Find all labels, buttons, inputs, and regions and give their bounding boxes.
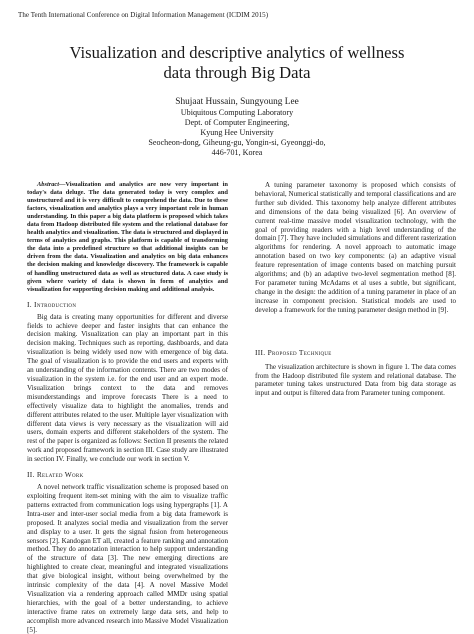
section-heading-proposed-technique: III. Proposed Technique	[255, 347, 332, 357]
affiliation-lab: Ubiquitous Computing Laboratory	[180, 108, 294, 117]
abstract-label: Abstract	[37, 181, 60, 188]
author-block	[20, 97, 454, 158]
conference-header: The Tenth International Conference on Digital Information Management (ICDIM 2015)	[18, 11, 269, 19]
title-line-1: Visualization and descriptive analytics of wellness	[69, 43, 405, 62]
affiliation-address: Seocheon-dong, Giheung-gu, Yongin-si, Gyeonggi-do,	[148, 137, 326, 147]
section-heading-related-work: II. Related Work	[27, 470, 84, 480]
left-column	[27, 181, 228, 634]
affiliation-university: Kyung Hee University	[200, 127, 274, 137]
paper-title	[20, 43, 454, 82]
related-work-paragraph-1: A novel network traffic visualization scheme is proposed based on exploiting frequent item-set mining with the aim to visualize traffic patterns extracted from communication logs using hypergraphs [1]. A Intra-user and inter-user social media from a big data framework is proposed. It analyzes social media and visualization from the server and display to a user. It gets the signal fusion from heterogeneous sensors [2]. Kandogan ET all, created a feature ranking and annotation method. They do annotation interaction to help support understanding of the structure of data [3]. The new emerging directions are highlighted to create clear, meaningful and integrated visualizations that give biological insight, without being overwhelmed by the intrinsic complexity of the data [4]. A novel Massive Model Visualization via a rendering approach called MMDr using spatial hierarchies, with the goal of a better understanding, to achieve interactive frame rates on extremely large data sets, and help to accomplish more advanced research into Massive Model Visualization [5].	[27, 483, 228, 634]
abstract-text: —Visualization and analytics are now very important in today's data deluge. The data generated today is very complex and unstructured and it is very difficult to comprehend the data. Due to these factors, visualization and analytics plays a very important role in human understanding. In this paper a big data platform is proposed which takes data from Hadoop distributed file system and the relational database for health analytics and visualization. The data is structured and displayed in terms of analytics and graphs. This platform is capable of transforming the data into a predefined structure so that additional insights can be driven from the data. Visualization and analytics on big data enhances the decision making and knowledge discovery. The framework is capable of handling unstructured data as well as structured data. A case study is given where variety of data is shown in form of analytics and visualization for supporting decision making and additional analysis.	[27, 181, 228, 293]
affiliation-dept: Dept. of Computer Engineering,	[184, 117, 290, 127]
introduction-paragraph: Big data is creating many opportunities for different and diverse fields to achieve deeper and faster insights that can enhance the decision making. Visualization can play an important part in this decision making. Techniques such as reporting, dashboards, and data visualization is being widely used now with emergence of big data. The goal of visualization is to provide the end users and experts with an understanding of the information contents. There are two modes of visualization in the system i.e. for the end user and an expert mode. Visualization brings context to the data and removes misunderstandings and improve forecasts There is a need to effectively visualize data to highlight the anomalies, trends and different attributes related to the user. Multiple layer visualization with different data views is very necessary as the visualization will aid users, domain experts and different stakeholders of the system. The rest of the paper is organized as follows: Section II presents the related work and proposed framework in section III. Case study are illustrated in section IV. Finally, we conclude our work in section V.	[27, 312, 228, 464]
related-work-paragraph-2: A tuning parameter taxonomy is proposed which consists of behavioral, Numerical statistically and temporal classifications and are further sub divided. This taxonomy help analyze different attributes and dimensions of the data being visualized [6]. An overview of current real-time massive model visualization technology, with the goal of providing readers with a high level understanding of the domain [7]. They have included simulations and different rasterization algorithms for rendering. A novel approach to automatic image annotation based on two key components: (a) an adaptive visual feature representation of image contents based on matching pursuit algorithms; and (b) an adaptive two-level segmentation method [8]. For parameter tuning McAdams et al uses a subtle, but significant, change in the design: the addition of a tuning parameter in place of an increase in component precision. Statistical models are used to develop a framework for the tuning parameter design method in [9].	[255, 181, 456, 314]
right-column	[255, 181, 456, 398]
proposed-technique-paragraph: The visualization architecture is shown in figure 1. The data comes from the Hadoop distributed file system and relational database. The parameter tuning takes unstructured Data from big data storage as input and output is filtered data from Parameter tuning component.	[255, 362, 456, 398]
abstract	[27, 181, 228, 294]
title-line-2: data through Big Data	[163, 62, 311, 82]
section-heading-introduction: I. Introduction	[27, 299, 77, 309]
author-names: Shujaat Hussain, Sungyoung Lee	[175, 97, 299, 107]
affiliation-postcode: 446-701, Korea	[211, 147, 263, 157]
